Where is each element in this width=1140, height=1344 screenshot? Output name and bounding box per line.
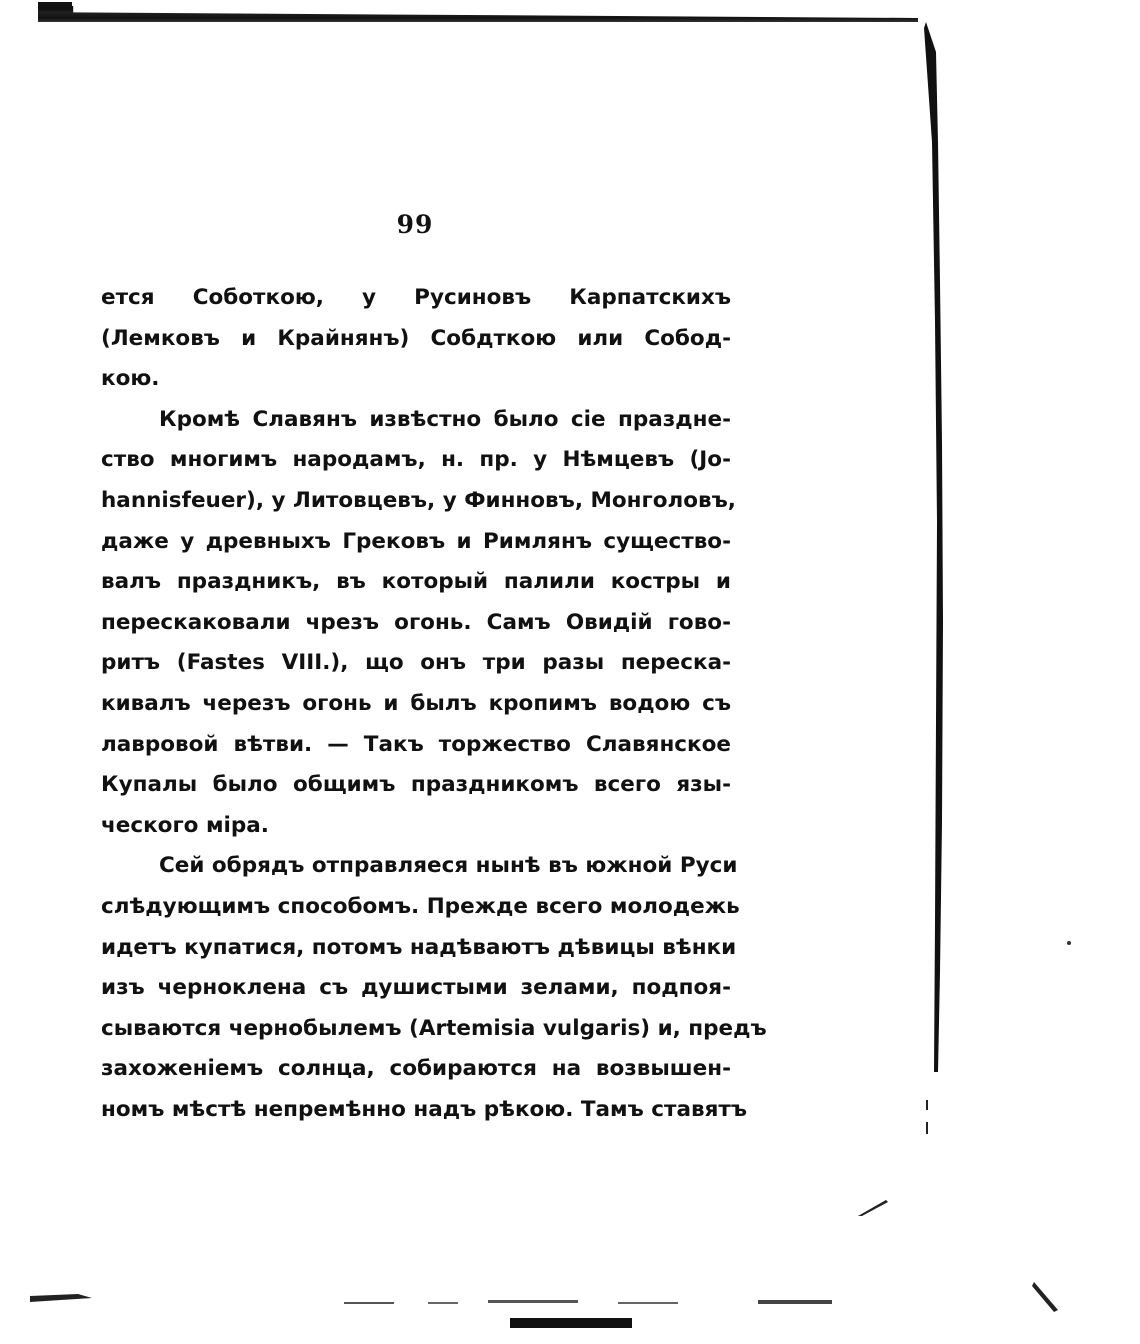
text-line: кою. — [101, 366, 160, 392]
page-number: 99 — [396, 210, 434, 239]
paragraph — [101, 400, 736, 847]
text-line: перескаковали чрезъ огонь. Самъ Овидій гово- — [101, 609, 731, 635]
paragraph — [101, 278, 731, 400]
text-line: ется Соботкою, у Русиновъ Карпатскихъ — [101, 285, 731, 310]
scan-smudge-right — [856, 1196, 890, 1218]
text-line: идетъ купатися, потомъ надѣваютъ дѣвицы вѣнки — [101, 934, 737, 960]
text-line: hannisfeuer), у Литовцевъ, у Финновъ, Монголовъ, — [101, 487, 736, 513]
text-line: ство многимъ народамъ, н. пр. у Нѣмцевъ (Jo- — [101, 447, 731, 473]
text-line: изъ черноклена съ душистыми зелами, подпоя- — [101, 975, 731, 1001]
text-line: номъ мѣстѣ непремѣнно надъ рѣкою. Тамъ ставятъ — [101, 1096, 747, 1122]
text-line: (Лемковъ и Крайнянъ) Собдткою или Собод- — [101, 325, 731, 351]
scan-bottom-noise — [28, 1280, 1078, 1340]
scan-top-rule — [38, 6, 918, 22]
page-text — [101, 278, 767, 1130]
scan-edge-dash — [924, 1098, 930, 1138]
text-line: даже у древныхъ Грековъ и Римлянъ существо- — [101, 528, 731, 554]
text-line: слѣдующимъ способомъ. Прежде всего молодежь — [101, 893, 740, 919]
text-line: ритъ (Fastes VIII.), що онъ три разы переска- — [101, 650, 731, 676]
text-line: сываются чернобылемъ (Artemisia vulgaris) и, предъ — [101, 1015, 767, 1041]
text-line: Купалы было общимъ праздникомъ всего язы- — [101, 772, 731, 798]
text-line: Кромѣ Славянъ извѣстно было сіе праздне- — [159, 406, 731, 432]
text-line: ческого міра. — [101, 812, 269, 838]
scan-right-edge — [922, 22, 946, 1072]
text-line: Сей обрядъ отправляеся нынѣ въ южной Руси — [159, 853, 738, 879]
text-line: лавровой вѣтви. — Такъ торжество Славянское — [101, 731, 731, 757]
text-line: кивалъ черезъ огонь и былъ кропимъ водою съ — [101, 690, 731, 716]
text-line: валъ праздникъ, въ который палили костры и — [101, 569, 731, 595]
paragraph — [101, 846, 767, 1130]
text-line: захоженіемъ солнца, собираются на возвышен- — [101, 1056, 731, 1082]
scan-dot — [1066, 940, 1072, 946]
